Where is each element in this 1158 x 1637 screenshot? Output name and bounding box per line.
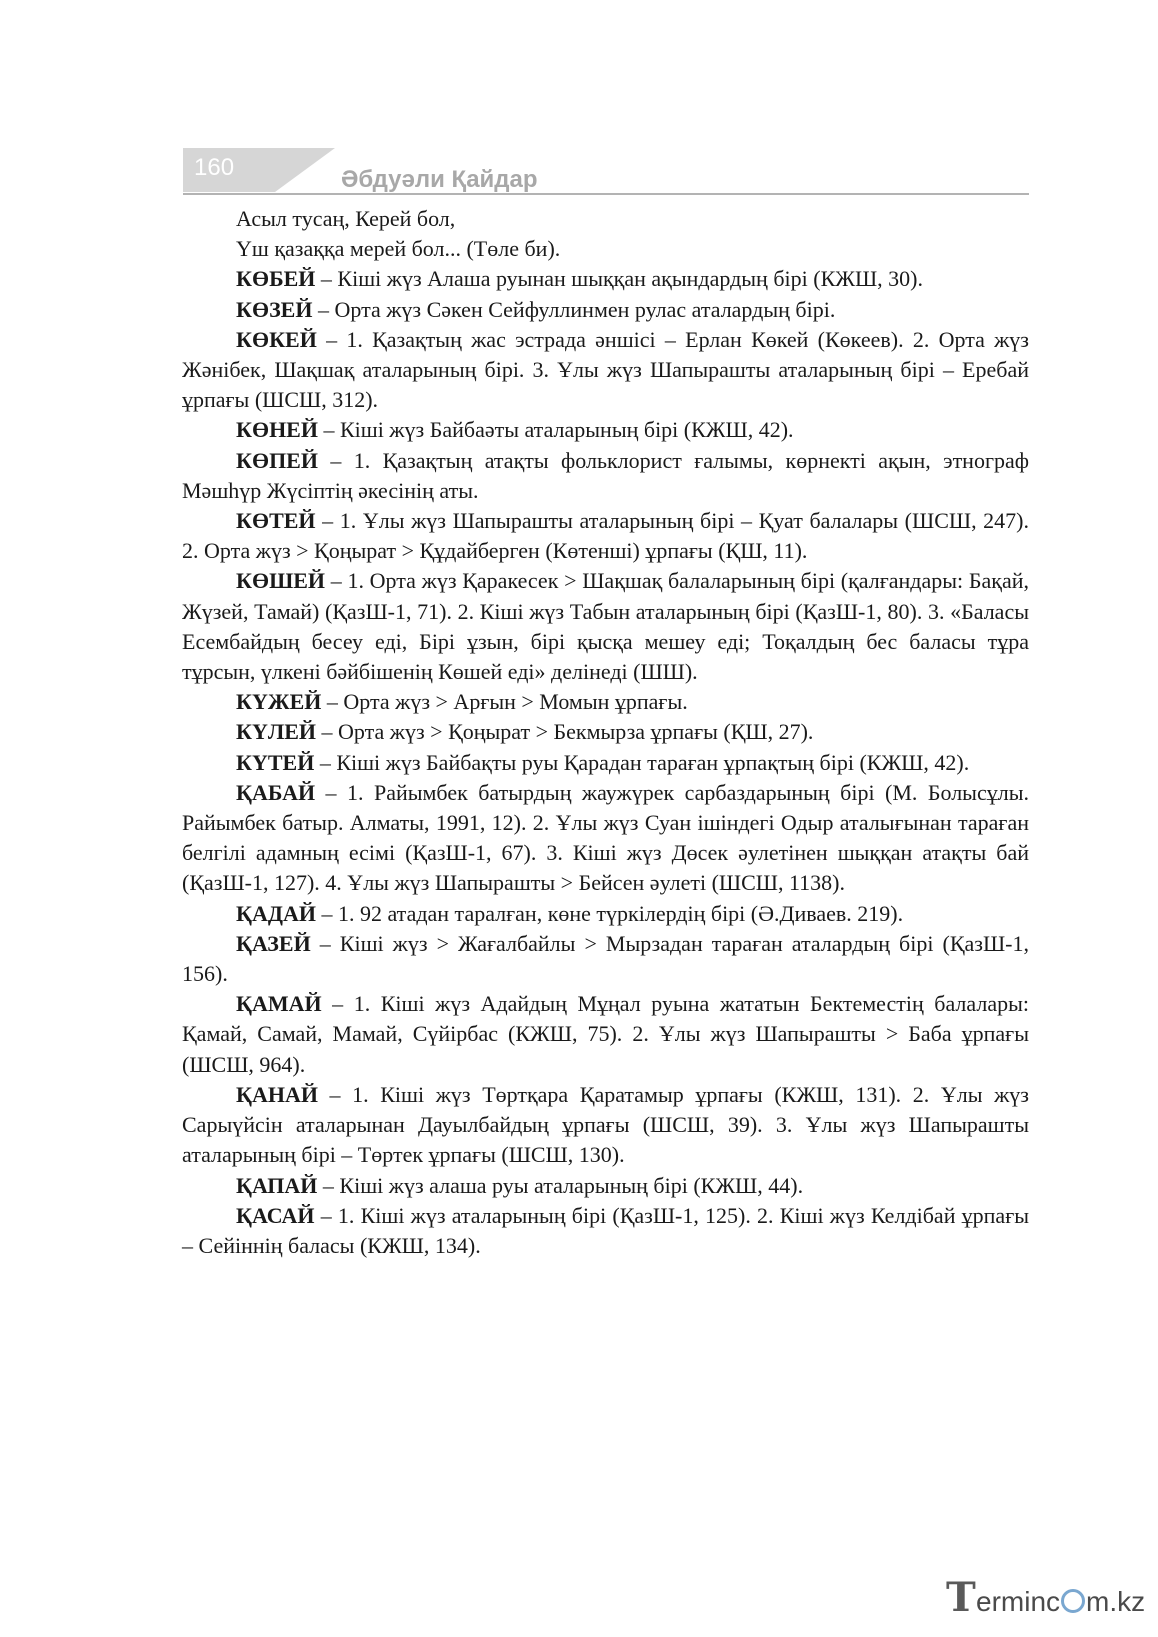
dictionary-entry (182, 1171, 1029, 1201)
dictionary-entry (182, 446, 1029, 506)
verse-line: Асыл тусаң, Керей бол, (236, 206, 456, 231)
termincom-watermark (946, 1576, 1146, 1620)
entry-term: ҚАМАЙ (236, 991, 322, 1017)
dictionary-entry (182, 264, 1029, 294)
dictionary-entry (182, 325, 1029, 416)
dictionary-entry (182, 748, 1029, 778)
entry-term: ҚАЗЕЙ (236, 930, 311, 956)
entry-definition: – 1. Қазақтың жас эстрада әншісі – Ерлан Көкей (Көкеев). 2. Орта жүз Жәнібек, Шақшақ аталарының бірі. 3. Ұлы жүз Шапырашты аталарының бірі – Еребай ұрпағы (ШСШ, 312). (182, 326, 1029, 413)
watermark-part: erminc (976, 1586, 1061, 1617)
entry-definition: – Кіші жүз Байбаәты аталарының бірі (КЖШ, 42). (317, 417, 794, 443)
watermark-text (976, 1586, 1145, 1618)
entry-definition: – 1. Ұлы жүз Шапырашты аталарының бірі – Қуат балалары (ШСШ, 247). 2. Орта жүз > Қоңырат > Құдайберген (Көтенші) ұрпағы (ҚШ, 11). (182, 508, 1029, 564)
entry-term: КӨКЕЙ (236, 326, 317, 352)
entry-term: КҮЛЕЙ (236, 719, 317, 745)
entry-term: КӨБЕЙ (236, 266, 316, 292)
dictionary-entry (182, 295, 1029, 325)
running-header (183, 148, 1029, 196)
page-number: 160 (194, 154, 235, 181)
entry-term: ҚАПАЙ (236, 1172, 318, 1198)
entry-definition: – Кіші жүз Байбақты руы Қарадан тараған ұрпақтың бірі (КЖШ, 42). (314, 749, 970, 775)
dictionary-entry (182, 687, 1029, 717)
watermark-o-ring-icon (1061, 1589, 1085, 1613)
entry-term: ҚАБАЙ (236, 779, 316, 805)
entry-term: КӨЗЕЙ (236, 296, 313, 322)
entry-definition: – Кіші жүз Алаша руынан шыққан ақындардың бірі (КЖШ, 30). (315, 266, 923, 292)
entry-term: КӨШЕЙ (236, 568, 326, 594)
entry-definition: – 1. Кіші жүз Адайдың Мұңал руына жататын Бектеместің балалары: Қамай, Самай, Мамай, Сүйірбас (КЖШ, 75). 2. Ұлы жүз Шапырашты > Баба ұрпағы (ШСШ, 964). (182, 991, 1029, 1077)
dictionary-entry (182, 929, 1029, 989)
header-rule (183, 193, 1029, 195)
entry-term: КҮЖЕЙ (236, 689, 322, 715)
watermark-initial: T (946, 1574, 976, 1621)
entry-term: ҚАНАЙ (236, 1081, 318, 1107)
entry-term: ҚАСАЙ (236, 1202, 315, 1228)
entry-definition: – Кіші жүз > Жағалбайлы > Мырзадан тараған аталардың бірі (ҚазШ-1, 156). (182, 930, 1029, 987)
entry-term: КӨНЕЙ (236, 417, 318, 443)
entry-term: ҚАДАЙ (236, 900, 316, 926)
entry-term: КӨТЕЙ (236, 508, 316, 534)
entry-definition: – Орта жүз > Қоңырат > Бекмырза ұрпағы (ҚШ, 27). (316, 719, 814, 745)
entry-definition: – 1. Кіші жүз Төртқара Қаратамыр ұрпағы (КЖШ, 131). 2. Ұлы жүз Сарыүйсін аталарынан Дауылбайдың ұрпағы (ШСШ, 39). 3. Ұлы жүз Шапырашты аталарының бірі – Төртек ұрпағы (ШСШ, 130). (182, 1081, 1029, 1168)
watermark-part: m.kz (1086, 1586, 1146, 1617)
entry-definition: – Орта жүз > Арғын > Момын ұрпағы. (321, 689, 688, 715)
dictionary-entry (182, 717, 1029, 747)
dictionary-entry (182, 566, 1029, 687)
dictionary-entry (182, 989, 1029, 1080)
running-title: Әбдуәли Қайдар (341, 166, 538, 193)
verse-line: Үш қазаққа мерей бол... (Төле би). (236, 236, 561, 262)
dictionary-entry (182, 506, 1029, 566)
dictionary-entry (182, 1080, 1029, 1171)
entry-definition: – 1. 92 атадан таралған, көне түркілердің бірі (Ә.Диваев. 219). (315, 900, 904, 926)
entry-term: КҮТЕЙ (236, 749, 315, 775)
entry-definition: – Кіші жүз алаша руы аталарының бірі (КЖШ, 44). (317, 1172, 804, 1198)
dictionary-entry (182, 415, 1029, 445)
entry-definition: – 1. Кіші жүз аталарының бірі (ҚазШ-1, 125). 2. Кіші жүз Келдібай ұрпағы – Сейіннің баласы (КЖШ, 134). (182, 1202, 1029, 1258)
entry-definition: – 1. Қазақтың атақты фольклорист ғалымы, көрнекті ақын, этнограф Мәшһүр Жүсіптің әкесінің аты. (182, 447, 1029, 503)
entry-term: КӨПЕЙ (236, 447, 318, 473)
entry-definition: – 1. Орта жүз Қаракесек > Шақшақ балаларының бірі (қалғандары: Бақай, Жүзей, Тамай) (ҚазШ-1, 71). 2. Кіші жүз Табын аталарының бірі (ҚазШ-1, 80). 3. «Баласы Есембайдың бесеу еді, Бірі ұзын, бірі қысқа мешеу еді; Тоқалдың бес баласы тұра тұрсын, үлкені бәйбішенің Көшей еді» делінеді (ШШ). (182, 568, 1029, 685)
entry-definition: – 1. Райымбек батырдың жаужүрек сарбаздарының бірі (М. Болысұлы. Райымбек батыр. Алматы, 1991, 12). 2. Ұлы жүз Суан ішіндегі Одыр аталығынан тараған белгілі адамның есімі (ҚазШ-1, 67). 3. Кіші жүз Дөсек әулетінен шыққан атақты бай (ҚазШ-1, 127). 4. Ұлы жүз Шапырашты > Бейсен әулеті (ШСШ, 1138). (182, 779, 1029, 896)
entry-definition: – Орта жүз Сәкен Сейфуллинмен рулас аталардың бірі. (312, 296, 836, 322)
page-number-tab-wedge (275, 148, 335, 192)
body-text (182, 204, 1029, 1261)
dictionary-entry (182, 1201, 1029, 1261)
dictionary-entry (182, 778, 1029, 899)
dictionary-entry (182, 899, 1029, 929)
